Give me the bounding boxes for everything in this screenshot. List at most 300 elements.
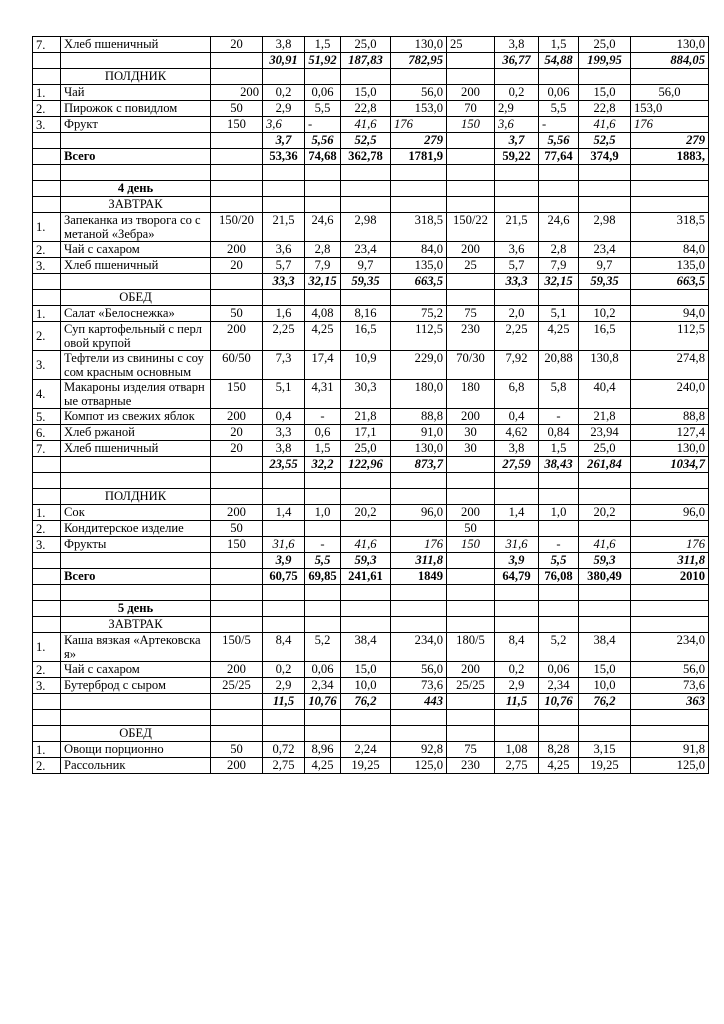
cell-carb: 25,0 (341, 37, 391, 53)
cell-energy2 (631, 617, 709, 633)
cell-portion: 200 (211, 758, 263, 774)
cell-fat2 (539, 489, 579, 505)
cell-energy (391, 290, 447, 306)
cell-energy2 (631, 489, 709, 505)
cell-fat: 4,25 (305, 758, 341, 774)
cell-portion2 (447, 569, 495, 585)
cell-portion (211, 53, 263, 69)
cell-fat2: 0,84 (539, 425, 579, 441)
cell-portion2: 180/5 (447, 633, 495, 662)
cell-protein: 31,6 (263, 537, 305, 553)
cell-portion: 200 (211, 85, 263, 101)
cell-protein: 0,2 (263, 662, 305, 678)
table-row (33, 85, 709, 101)
cell-energy: 153,0 (391, 101, 447, 117)
cell-portion2: 200 (447, 85, 495, 101)
cell-num (33, 457, 61, 473)
cell-portion2 (447, 133, 495, 149)
cell-energy2: 130,0 (631, 441, 709, 457)
cell-protein: 1,4 (263, 505, 305, 521)
cell-energy (391, 585, 447, 601)
cell-carb (341, 473, 391, 489)
cell-fat2: 0,06 (539, 662, 579, 678)
cell-num (33, 197, 61, 213)
table-row (33, 425, 709, 441)
cell-energy2: 884,05 (631, 53, 709, 69)
cell-fat2: 2,8 (539, 242, 579, 258)
cell-fat: 0,06 (305, 85, 341, 101)
cell-carb (341, 489, 391, 505)
cell-protein (263, 473, 305, 489)
cell-carb: 187,83 (341, 53, 391, 69)
cell-protein2 (495, 489, 539, 505)
cell-num: 2. (33, 322, 61, 351)
table-row (33, 133, 709, 149)
cell-dish: ЗАВТРАК (61, 197, 211, 213)
cell-portion: 20 (211, 441, 263, 457)
cell-num (33, 149, 61, 165)
cell-energy2: 84,0 (631, 242, 709, 258)
cell-portion2 (447, 489, 495, 505)
table-row (33, 617, 709, 633)
cell-energy2: 135,0 (631, 258, 709, 274)
cell-energy: 229,0 (391, 351, 447, 380)
cell-num (33, 133, 61, 149)
cell-dish: Хлеб пшеничный (61, 441, 211, 457)
cell-energy2 (631, 197, 709, 213)
cell-num (33, 53, 61, 69)
cell-protein2 (495, 473, 539, 489)
cell-energy (391, 521, 447, 537)
cell-energy2: 1034,7 (631, 457, 709, 473)
cell-portion (211, 617, 263, 633)
cell-carb2 (579, 601, 631, 617)
cell-energy: 92,8 (391, 742, 447, 758)
cell-protein2: 3,8 (495, 37, 539, 53)
cell-fat2: 76,08 (539, 569, 579, 585)
table-row (33, 678, 709, 694)
cell-protein2: 4,62 (495, 425, 539, 441)
cell-fat: 17,4 (305, 351, 341, 380)
cell-fat2: 5,56 (539, 133, 579, 149)
cell-carb: 122,96 (341, 457, 391, 473)
cell-num: 7. (33, 441, 61, 457)
cell-portion2: 75 (447, 742, 495, 758)
cell-fat (305, 601, 341, 617)
cell-num (33, 569, 61, 585)
cell-dish: Всего (61, 149, 211, 165)
table-row (33, 758, 709, 774)
cell-carb2 (579, 489, 631, 505)
cell-protein2 (495, 290, 539, 306)
cell-protein2: 0,2 (495, 85, 539, 101)
cell-fat2: 24,6 (539, 213, 579, 242)
cell-portion2 (447, 290, 495, 306)
cell-carb2 (579, 181, 631, 197)
cell-portion (211, 133, 263, 149)
cell-portion2: 150/22 (447, 213, 495, 242)
cell-dish: Овощи порционно (61, 742, 211, 758)
cell-fat2 (539, 585, 579, 601)
cell-portion (211, 149, 263, 165)
cell-carb (341, 521, 391, 537)
cell-dish (61, 133, 211, 149)
cell-num (33, 290, 61, 306)
cell-portion: 200 (211, 322, 263, 351)
cell-protein: 2,75 (263, 758, 305, 774)
cell-carb2: 76,2 (579, 694, 631, 710)
cell-protein: 3,8 (263, 37, 305, 53)
cell-fat2: 2,34 (539, 678, 579, 694)
cell-energy (391, 601, 447, 617)
cell-protein2 (495, 710, 539, 726)
cell-carb: 41,6 (341, 117, 391, 133)
cell-portion2 (447, 710, 495, 726)
cell-carb (341, 726, 391, 742)
table-row (33, 306, 709, 322)
cell-carb2: 380,49 (579, 569, 631, 585)
cell-fat (305, 181, 341, 197)
table-row (33, 165, 709, 181)
cell-energy: 88,8 (391, 409, 447, 425)
cell-dish: ПОЛДНИК (61, 69, 211, 85)
cell-fat2: - (539, 409, 579, 425)
cell-fat2: 54,88 (539, 53, 579, 69)
cell-fat: 1,0 (305, 505, 341, 521)
cell-carb (341, 181, 391, 197)
cell-portion2 (447, 553, 495, 569)
cell-protein2: 8,4 (495, 633, 539, 662)
cell-portion (211, 694, 263, 710)
cell-portion2 (447, 601, 495, 617)
cell-portion (211, 569, 263, 585)
cell-fat (305, 710, 341, 726)
cell-num: 3. (33, 351, 61, 380)
cell-portion: 150 (211, 537, 263, 553)
cell-protein2 (495, 69, 539, 85)
cell-protein2: 2,25 (495, 322, 539, 351)
cell-protein2: 7,92 (495, 351, 539, 380)
cell-carb: 10,9 (341, 351, 391, 380)
cell-fat2: 38,43 (539, 457, 579, 473)
cell-fat2: 1,0 (539, 505, 579, 521)
cell-fat (305, 165, 341, 181)
table-row (33, 409, 709, 425)
table-row (33, 53, 709, 69)
cell-num (33, 726, 61, 742)
cell-fat2 (539, 165, 579, 181)
cell-carb2 (579, 290, 631, 306)
cell-dish: 4 день (61, 181, 211, 197)
cell-carb2: 40,4 (579, 380, 631, 409)
cell-carb (341, 585, 391, 601)
cell-carb: 59,35 (341, 274, 391, 290)
cell-portion (211, 457, 263, 473)
cell-energy: 125,0 (391, 758, 447, 774)
cell-energy2: 311,8 (631, 553, 709, 569)
cell-carb: 59,3 (341, 553, 391, 569)
cell-portion2: 200 (447, 505, 495, 521)
cell-dish (61, 457, 211, 473)
cell-dish: Каша вязкая «Артековская» (61, 633, 211, 662)
cell-carb: 19,25 (341, 758, 391, 774)
cell-dish: 5 день (61, 601, 211, 617)
cell-protein: 3,7 (263, 133, 305, 149)
cell-portion (211, 601, 263, 617)
cell-portion2 (447, 726, 495, 742)
table-row (33, 290, 709, 306)
cell-carb2 (579, 165, 631, 181)
cell-fat: 7,9 (305, 258, 341, 274)
cell-num: 3. (33, 258, 61, 274)
cell-protein: 33,3 (263, 274, 305, 290)
cell-portion2: 200 (447, 662, 495, 678)
cell-portion2 (447, 165, 495, 181)
cell-protein2: 2,9 (495, 678, 539, 694)
cell-num (33, 489, 61, 505)
cell-num: 2. (33, 521, 61, 537)
cell-carb2: 10,2 (579, 306, 631, 322)
cell-carb: 52,5 (341, 133, 391, 149)
cell-fat (305, 197, 341, 213)
cell-fat: 32,15 (305, 274, 341, 290)
cell-carb2: 41,6 (579, 117, 631, 133)
cell-energy2: 2010 (631, 569, 709, 585)
cell-fat: 4,31 (305, 380, 341, 409)
table-row (33, 633, 709, 662)
cell-portion2: 200 (447, 242, 495, 258)
table-row (33, 601, 709, 617)
cell-energy2 (631, 601, 709, 617)
cell-dish: Хлеб пшеничный (61, 258, 211, 274)
cell-num: 1. (33, 505, 61, 521)
cell-num: 1. (33, 633, 61, 662)
cell-carb: 25,0 (341, 441, 391, 457)
cell-fat (305, 617, 341, 633)
cell-dish: Кондитерское изделие (61, 521, 211, 537)
cell-num: 1. (33, 85, 61, 101)
cell-carb (341, 290, 391, 306)
cell-dish: Суп картофельный с перловой крупой (61, 322, 211, 351)
cell-carb2: 20,2 (579, 505, 631, 521)
cell-portion2: 70 (447, 101, 495, 117)
cell-protein: 0,4 (263, 409, 305, 425)
cell-dish: Хлеб ржаной (61, 425, 211, 441)
cell-protein2 (495, 585, 539, 601)
cell-energy2: 1883, (631, 149, 709, 165)
cell-fat2: 5,8 (539, 380, 579, 409)
cell-protein (263, 181, 305, 197)
cell-fat2 (539, 617, 579, 633)
cell-protein2: 6,8 (495, 380, 539, 409)
cell-carb2 (579, 69, 631, 85)
cell-energy (391, 617, 447, 633)
cell-portion: 150/5 (211, 633, 263, 662)
cell-energy: 112,5 (391, 322, 447, 351)
cell-energy2: 663,5 (631, 274, 709, 290)
cell-num (33, 601, 61, 617)
cell-carb2: 59,3 (579, 553, 631, 569)
cell-energy2: 153,0 (631, 101, 709, 117)
cell-fat: 4,08 (305, 306, 341, 322)
cell-portion: 200 (211, 505, 263, 521)
cell-fat: 4,25 (305, 322, 341, 351)
cell-energy: 135,0 (391, 258, 447, 274)
cell-protein2: 36,77 (495, 53, 539, 69)
cell-portion (211, 197, 263, 213)
cell-dish: Чай (61, 85, 211, 101)
table-row (33, 322, 709, 351)
cell-dish (61, 165, 211, 181)
cell-carb: 38,4 (341, 633, 391, 662)
cell-energy2: 363 (631, 694, 709, 710)
cell-num: 3. (33, 678, 61, 694)
cell-protein: 8,4 (263, 633, 305, 662)
table-row (33, 569, 709, 585)
cell-energy2: 91,8 (631, 742, 709, 758)
cell-protein (263, 710, 305, 726)
cell-energy2 (631, 710, 709, 726)
table-row (33, 553, 709, 569)
cell-protein: 11,5 (263, 694, 305, 710)
cell-dish: Чай с сахаром (61, 242, 211, 258)
cell-portion: 20 (211, 258, 263, 274)
cell-fat2 (539, 181, 579, 197)
cell-energy2: 130,0 (631, 37, 709, 53)
cell-portion2 (447, 181, 495, 197)
cell-energy: 782,95 (391, 53, 447, 69)
cell-dish (61, 694, 211, 710)
cell-protein: 2,9 (263, 678, 305, 694)
cell-energy2: 73,6 (631, 678, 709, 694)
cell-protein (263, 585, 305, 601)
cell-carb2 (579, 521, 631, 537)
cell-carb: 22,8 (341, 101, 391, 117)
cell-carb (341, 69, 391, 85)
cell-dish: Хлеб пшеничный (61, 37, 211, 53)
cell-portion: 25/25 (211, 678, 263, 694)
cell-carb (341, 710, 391, 726)
cell-fat: 5,5 (305, 553, 341, 569)
cell-carb: 241,61 (341, 569, 391, 585)
cell-carb: 21,8 (341, 409, 391, 425)
cell-fat: 5,56 (305, 133, 341, 149)
cell-fat: 5,2 (305, 633, 341, 662)
cell-protein2: 2,9 (495, 101, 539, 117)
cell-carb: 2,98 (341, 213, 391, 242)
cell-protein (263, 521, 305, 537)
cell-portion2 (447, 457, 495, 473)
table-row (33, 457, 709, 473)
table-row (33, 197, 709, 213)
cell-protein2: 21,5 (495, 213, 539, 242)
cell-protein (263, 726, 305, 742)
cell-portion2: 25/25 (447, 678, 495, 694)
cell-portion (211, 553, 263, 569)
cell-energy: 873,7 (391, 457, 447, 473)
cell-portion: 50 (211, 306, 263, 322)
cell-portion2: 150 (447, 117, 495, 133)
cell-energy: 318,5 (391, 213, 447, 242)
cell-portion2 (447, 694, 495, 710)
cell-num: 3. (33, 117, 61, 133)
table-row (33, 537, 709, 553)
cell-protein2: 3,8 (495, 441, 539, 457)
cell-protein: 5,1 (263, 380, 305, 409)
cell-protein2: 2,0 (495, 306, 539, 322)
cell-portion (211, 726, 263, 742)
cell-energy: 1781,9 (391, 149, 447, 165)
cell-fat: 2,34 (305, 678, 341, 694)
cell-fat2: 5,1 (539, 306, 579, 322)
cell-fat2: 8,28 (539, 742, 579, 758)
cell-carb2: 59,35 (579, 274, 631, 290)
cell-energy: 1849 (391, 569, 447, 585)
cell-num: 2. (33, 101, 61, 117)
cell-portion (211, 165, 263, 181)
cell-fat2: 1,5 (539, 37, 579, 53)
cell-dish: Тефтели из свинины с соусом красным основным (61, 351, 211, 380)
cell-carb: 76,2 (341, 694, 391, 710)
cell-fat (305, 521, 341, 537)
cell-portion2 (447, 149, 495, 165)
cell-num: 2. (33, 662, 61, 678)
cell-dish: Пирожок с повидлом (61, 101, 211, 117)
cell-carb: 2,24 (341, 742, 391, 758)
cell-dish: Фрукты (61, 537, 211, 553)
cell-energy2 (631, 290, 709, 306)
cell-energy2: 125,0 (631, 758, 709, 774)
cell-fat2 (539, 726, 579, 742)
cell-protein2: 1,4 (495, 505, 539, 521)
cell-protein2: 64,79 (495, 569, 539, 585)
cell-fat2: 77,64 (539, 149, 579, 165)
cell-fat: 32,2 (305, 457, 341, 473)
cell-protein2: 31,6 (495, 537, 539, 553)
cell-protein (263, 489, 305, 505)
cell-portion (211, 489, 263, 505)
cell-fat: 51,92 (305, 53, 341, 69)
cell-energy2 (631, 69, 709, 85)
cell-fat: 0,6 (305, 425, 341, 441)
table-row (33, 585, 709, 601)
cell-energy2 (631, 521, 709, 537)
cell-energy (391, 197, 447, 213)
cell-num (33, 585, 61, 601)
table-row (33, 473, 709, 489)
cell-num: 2. (33, 242, 61, 258)
cell-dish: ОБЕД (61, 290, 211, 306)
cell-protein2: 27,59 (495, 457, 539, 473)
table-row (33, 149, 709, 165)
cell-protein2 (495, 601, 539, 617)
cell-energy: 75,2 (391, 306, 447, 322)
cell-energy: 176 (391, 117, 447, 133)
table-row (33, 242, 709, 258)
cell-portion2: 25 (447, 258, 495, 274)
cell-carb: 9,7 (341, 258, 391, 274)
cell-carb2: 3,15 (579, 742, 631, 758)
cell-portion2: 180 (447, 380, 495, 409)
cell-portion: 150 (211, 117, 263, 133)
cell-carb: 23,4 (341, 242, 391, 258)
cell-carb2: 23,4 (579, 242, 631, 258)
cell-dish (61, 710, 211, 726)
cell-fat2: 10,76 (539, 694, 579, 710)
cell-fat: 74,68 (305, 149, 341, 165)
cell-energy2 (631, 181, 709, 197)
cell-portion (211, 181, 263, 197)
